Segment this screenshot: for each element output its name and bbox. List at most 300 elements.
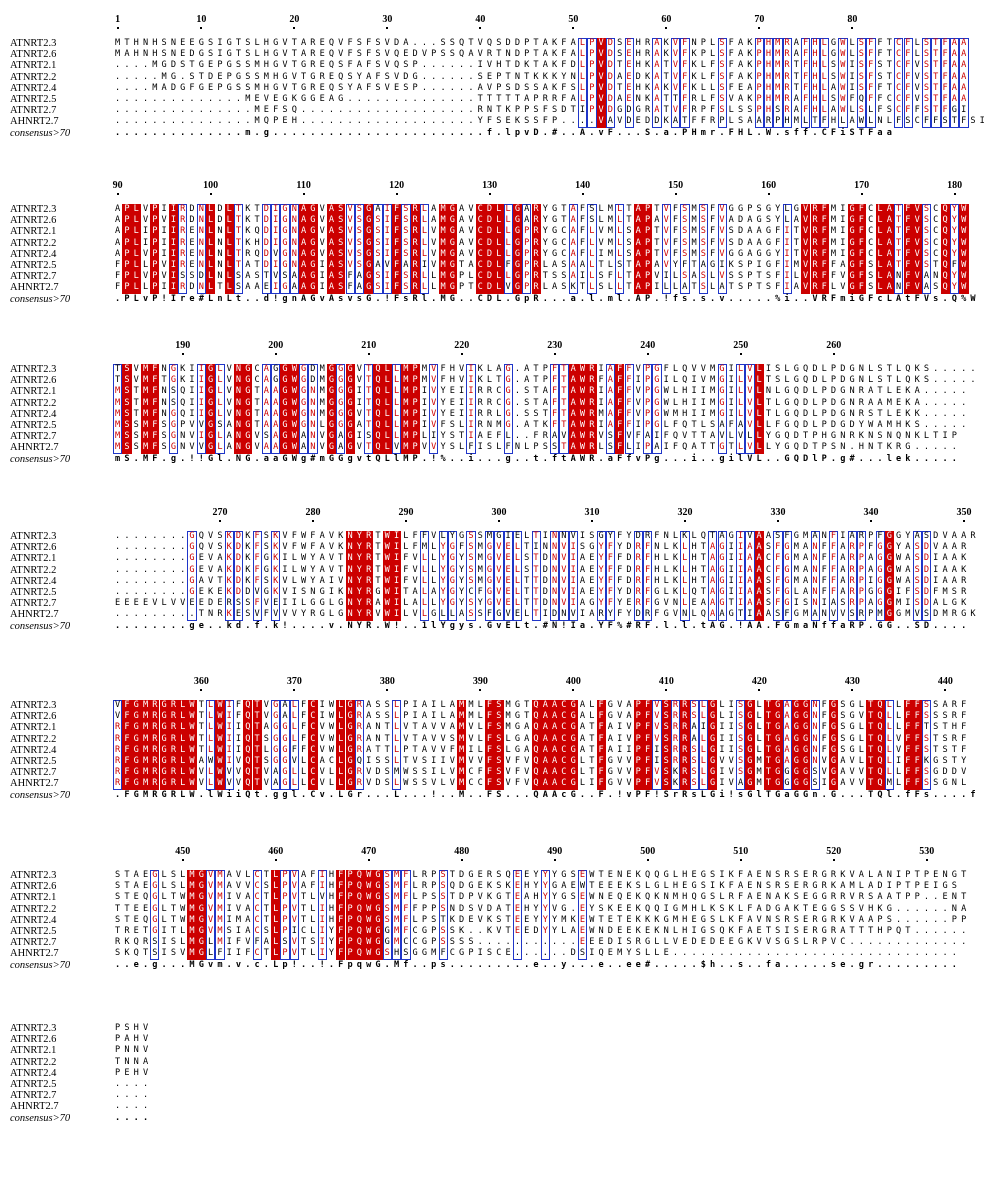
residue: . — [923, 420, 930, 430]
residue: R — [115, 756, 121, 766]
residue: A — [654, 49, 660, 60]
consensus-residue: D — [486, 293, 493, 304]
consensus-residue: V — [923, 293, 930, 304]
residue: L — [756, 733, 762, 744]
residue: . — [459, 116, 465, 127]
residue: T — [524, 587, 530, 597]
residue: C — [477, 226, 483, 237]
consensus-residue: F — [644, 789, 651, 800]
residue: N — [291, 204, 297, 214]
residue: Y — [775, 442, 781, 453]
residue: P — [644, 204, 651, 214]
residue: P — [412, 431, 418, 442]
consensus-residue: ! — [161, 293, 167, 304]
residue: G — [189, 542, 195, 553]
residue: D — [635, 609, 641, 620]
residue: V — [858, 711, 864, 722]
residue: L — [421, 226, 428, 237]
residue: A — [542, 386, 548, 397]
residue: K — [208, 587, 214, 597]
ruler-number: 60 — [661, 14, 672, 25]
residue: D — [933, 609, 939, 620]
residue: M — [459, 700, 465, 710]
residue: R — [812, 260, 818, 270]
residue: A — [961, 71, 967, 82]
residue: L — [589, 260, 595, 270]
residue: C — [933, 248, 939, 259]
residue: V — [133, 375, 139, 386]
residue: E — [737, 82, 744, 93]
residue: F — [672, 226, 679, 237]
residue: I — [412, 700, 418, 710]
residue: W — [840, 94, 846, 104]
residue: F — [598, 778, 604, 789]
residue: W — [217, 744, 223, 755]
residue: V — [626, 431, 632, 442]
residue: R — [858, 609, 864, 620]
residue: F — [868, 38, 874, 48]
residue: . — [524, 431, 530, 442]
residue: P — [644, 271, 651, 282]
residue: F — [579, 226, 586, 237]
residue: A — [868, 397, 874, 408]
residue: L — [700, 778, 706, 789]
residue: G — [710, 260, 716, 270]
residue: A — [812, 609, 818, 620]
residue: L — [710, 282, 716, 293]
residue: L — [514, 564, 520, 575]
residue: T — [951, 116, 957, 127]
consensus-residue: . — [310, 127, 316, 138]
residue: C — [561, 767, 567, 778]
sequence-name: ATNRT2.1 — [10, 722, 57, 734]
residue: V — [319, 778, 325, 789]
consensus-residue: . — [505, 789, 511, 800]
residue: L — [384, 364, 390, 374]
residue: F — [877, 49, 883, 60]
residue: G — [654, 397, 660, 408]
residue: P — [756, 38, 762, 48]
residue: . — [421, 71, 428, 82]
residue: R — [217, 609, 223, 620]
residue: L — [440, 711, 446, 722]
residue: . — [514, 408, 520, 419]
residue: G — [719, 598, 725, 609]
residue: A — [877, 870, 883, 880]
consensus-residue: . — [877, 453, 883, 464]
residue: P — [431, 870, 437, 880]
residue: V — [933, 542, 939, 553]
residue: L — [161, 914, 167, 925]
residue: Y — [607, 531, 613, 541]
residue: V — [803, 237, 809, 248]
residue: R — [356, 733, 362, 744]
residue: Y — [356, 564, 362, 575]
consensus-residue: G — [830, 789, 837, 800]
residue: V — [477, 903, 483, 914]
residue: A — [914, 397, 920, 408]
residue: Q — [793, 442, 799, 453]
residue: W — [589, 870, 595, 880]
residue: V — [384, 260, 390, 270]
residue: A — [756, 609, 762, 620]
residue: F — [803, 49, 809, 60]
residue: V — [338, 49, 344, 60]
residue: W — [328, 744, 335, 755]
residue: R — [152, 700, 158, 710]
residue: G — [328, 397, 335, 408]
residue: G — [784, 778, 790, 789]
residue: . — [393, 105, 400, 116]
residue: G — [152, 892, 158, 903]
residue: T — [161, 375, 167, 386]
residue: N — [654, 542, 660, 553]
residue: G — [263, 553, 269, 564]
residue: R — [765, 116, 772, 127]
residue: H — [328, 881, 335, 892]
residue: L — [431, 282, 437, 293]
consensus-residue: . — [728, 620, 734, 631]
residue: G — [449, 204, 455, 214]
residue: . — [124, 60, 130, 71]
residue: S — [524, 564, 530, 575]
residue: V — [412, 756, 418, 766]
residue: G — [830, 778, 837, 789]
residue: L — [421, 204, 428, 214]
residue: V — [459, 375, 465, 386]
residue: V — [728, 778, 734, 789]
residue: V — [142, 204, 149, 214]
residue: N — [840, 442, 846, 453]
residue: L — [849, 38, 855, 48]
residue: V — [849, 767, 855, 778]
residue: G — [784, 598, 790, 609]
residue: S — [877, 71, 883, 82]
residue: P — [756, 82, 762, 93]
residue: T — [933, 49, 939, 60]
residue: I — [840, 248, 846, 259]
residue: . — [161, 531, 167, 541]
residue: I — [579, 105, 586, 116]
residue: R — [635, 575, 641, 586]
residue: V — [338, 38, 344, 48]
residue: P — [124, 226, 130, 237]
residue: W — [961, 204, 967, 214]
residue: R — [356, 744, 362, 755]
ruler-number: 30 — [382, 14, 393, 25]
residue: G — [719, 553, 725, 564]
residue: H — [682, 386, 688, 397]
residue: Q — [682, 364, 688, 374]
residue: S — [245, 60, 251, 71]
residue: G — [208, 386, 214, 397]
consensus-residue: . — [496, 127, 502, 138]
residue: T — [765, 756, 772, 766]
residue: S — [914, 553, 920, 564]
residue: A — [617, 94, 623, 104]
consensus-residue: L — [886, 293, 892, 304]
residue: V — [152, 598, 158, 609]
residue: H — [328, 914, 335, 925]
residue: G — [775, 778, 781, 789]
consensus-residue: f — [803, 127, 809, 138]
residue: S — [858, 82, 864, 93]
residue: F — [124, 744, 130, 755]
consensus-residue: i — [719, 789, 725, 800]
residue: S — [840, 711, 846, 722]
residue: P — [124, 260, 130, 270]
residue: V — [719, 204, 725, 214]
residue: . — [914, 903, 920, 914]
residue: G — [951, 870, 957, 880]
residue: L — [821, 94, 827, 104]
residue: E — [607, 870, 613, 880]
consensus-residue: s — [691, 789, 697, 800]
residue: S — [914, 542, 920, 553]
consensus-residue: D — [533, 127, 539, 138]
consensus-residue: . — [951, 620, 957, 631]
residue: F — [821, 542, 827, 553]
residue: F — [905, 248, 911, 259]
residue: E — [923, 881, 930, 892]
residue: I — [226, 903, 232, 914]
residue: N — [310, 397, 316, 408]
residue: H — [328, 870, 335, 880]
residue: A — [245, 282, 251, 293]
residue: V — [291, 914, 297, 925]
residue: V — [403, 733, 409, 744]
residue: F — [254, 553, 260, 564]
residue: F — [300, 733, 307, 744]
residue: G — [282, 756, 288, 766]
residue: I — [663, 903, 669, 914]
residue: V — [338, 575, 344, 586]
residue: A — [830, 598, 837, 609]
residue: A — [338, 442, 344, 453]
residue: A — [905, 553, 911, 564]
residue: N — [951, 892, 957, 903]
residue: D — [310, 375, 316, 386]
residue: K — [338, 531, 344, 541]
residue: L — [505, 215, 511, 226]
residue: G — [784, 564, 790, 575]
residue: R — [589, 364, 595, 374]
residue: R — [542, 94, 548, 104]
residue: A — [115, 215, 121, 226]
residue: T — [877, 442, 883, 453]
residue: L — [440, 767, 446, 778]
residue: M — [830, 215, 837, 226]
residue: R — [682, 733, 688, 744]
residue: F — [951, 260, 957, 270]
residue: D — [607, 71, 613, 82]
residue: M — [477, 542, 483, 553]
consensus-residue: s — [933, 293, 939, 304]
ruler-tick — [461, 353, 463, 355]
residue: R — [812, 237, 818, 248]
residue: W — [366, 870, 372, 880]
residue: F — [775, 553, 781, 564]
residue: A — [579, 733, 586, 744]
consensus-row — [113, 790, 978, 801]
residue: V — [291, 903, 297, 914]
residue: T — [533, 420, 539, 430]
residue: T — [235, 260, 242, 270]
residue: A — [421, 744, 428, 755]
residue: L — [180, 778, 186, 789]
residue: A — [570, 420, 576, 430]
residue: P — [152, 204, 158, 214]
residue: . — [384, 116, 390, 127]
residue: G — [691, 881, 697, 892]
residue: K — [784, 892, 790, 903]
consensus-residue: L — [756, 453, 762, 464]
residue: F — [914, 722, 920, 733]
residue: L — [208, 722, 214, 733]
residue: L — [208, 282, 214, 293]
consensus-residue: G — [747, 789, 753, 800]
residue: G — [747, 722, 753, 733]
residue: F — [821, 248, 827, 259]
residue: V — [291, 870, 297, 880]
residue: D — [459, 881, 465, 892]
residue: G — [310, 260, 316, 270]
residue: F — [561, 94, 567, 104]
residue: L — [338, 733, 344, 744]
residue: T — [933, 105, 939, 116]
residue: S — [338, 60, 344, 71]
residue: V — [505, 756, 511, 766]
residue: K — [607, 903, 613, 914]
residue: L — [617, 226, 623, 237]
residue: F — [821, 282, 827, 293]
residue: A — [840, 260, 846, 270]
residue: T — [115, 903, 121, 914]
residue: V — [384, 49, 390, 60]
residue: T — [300, 903, 307, 914]
consensus-residue: V — [812, 293, 818, 304]
residue: Y — [440, 397, 446, 408]
residue: E — [579, 903, 586, 914]
residue: P — [644, 397, 651, 408]
residue: G — [170, 442, 177, 453]
residue: S — [923, 733, 930, 744]
residue: M — [477, 575, 483, 586]
residue: A — [830, 82, 837, 93]
residue: D — [626, 564, 632, 575]
residue: L — [812, 408, 818, 419]
residue: T — [951, 744, 957, 755]
residue: A — [300, 271, 307, 282]
residue: F — [830, 260, 837, 270]
residue: S — [421, 778, 428, 789]
residue: Q — [672, 431, 679, 442]
consensus-residue: g — [282, 789, 288, 800]
residue: A — [923, 271, 930, 282]
residue: . — [115, 94, 121, 104]
ruler-number: 160 — [761, 180, 777, 191]
residue: I — [319, 711, 325, 722]
residue: A — [542, 82, 548, 93]
residue: A — [877, 420, 883, 430]
residue: T — [710, 531, 716, 541]
ruler-tick — [479, 27, 481, 29]
residue: I — [431, 431, 437, 442]
consensus-residue: # — [552, 127, 558, 138]
consensus-residue: . — [421, 453, 428, 464]
residue: R — [961, 542, 967, 553]
residue: S — [886, 105, 892, 116]
consensus-label: consensus>70 — [10, 789, 71, 801]
residue: L — [942, 598, 948, 609]
residue: L — [421, 575, 428, 586]
residue: L — [617, 248, 623, 259]
residue: H — [682, 892, 688, 903]
residue: E — [319, 38, 325, 48]
residue: . — [933, 442, 939, 453]
residue: D — [923, 598, 930, 609]
consensus-residue: . — [672, 127, 679, 138]
residue: . — [468, 94, 474, 104]
residue: L — [208, 237, 214, 248]
residue: A — [942, 700, 948, 710]
residue: R — [533, 282, 539, 293]
residue: G — [849, 722, 855, 733]
residue: G — [366, 226, 372, 237]
residue: L — [672, 397, 679, 408]
residue: F — [923, 116, 930, 127]
residue: T — [617, 82, 623, 93]
residue: L — [719, 892, 725, 903]
residue: I — [170, 282, 177, 293]
residue: R — [533, 260, 539, 270]
residue: . — [124, 71, 130, 82]
residue: L — [300, 598, 307, 609]
residue: R — [784, 60, 790, 71]
residue: S — [449, 733, 455, 744]
residue: A — [747, 587, 753, 597]
residue: K — [858, 431, 864, 442]
consensus-residue: . — [403, 789, 409, 800]
residue: Q — [942, 248, 948, 259]
residue: T — [133, 386, 139, 397]
residue: A — [468, 49, 474, 60]
residue: R — [486, 49, 493, 60]
residue: V — [617, 700, 623, 710]
residue: H — [635, 49, 641, 60]
residue: F — [961, 733, 967, 744]
residue: N — [812, 733, 818, 744]
residue: L — [598, 442, 604, 453]
residue: L — [886, 767, 892, 778]
residue: M — [877, 609, 883, 620]
residue: G — [514, 226, 520, 237]
residue: G — [830, 767, 837, 778]
ruler-number: 410 — [658, 676, 674, 687]
residue: N — [895, 282, 902, 293]
residue: D — [607, 60, 613, 71]
consensus-residue: . — [133, 127, 139, 138]
residue: I — [189, 397, 195, 408]
residue: A — [886, 271, 892, 282]
residue: A — [784, 700, 790, 710]
residue: F — [905, 700, 911, 710]
residue: K — [728, 903, 734, 914]
residue: D — [235, 553, 242, 564]
residue: V — [319, 442, 325, 453]
residue: G — [793, 722, 799, 733]
consensus-residue: F — [607, 620, 613, 631]
